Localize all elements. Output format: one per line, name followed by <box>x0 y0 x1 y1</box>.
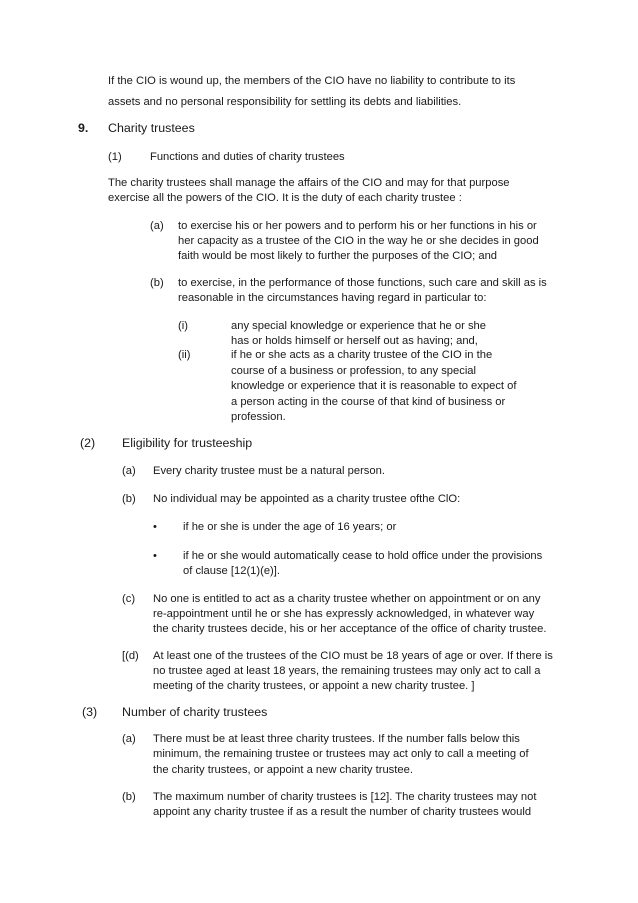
clause-line: re-appointment until he or she has expressly acknowledged, in whatever way <box>153 608 535 620</box>
clause-label: (a) <box>122 465 136 477</box>
clause-line: The maximum number of charity trustees is [12]. The charity trustees may not <box>153 791 537 803</box>
subclause-line: if he or she acts as a charity trustee of the CIO in the <box>231 349 493 361</box>
bullet-marker: • <box>153 521 157 533</box>
clause-line: to exercise, in the performance of those functions, such care and skill as is <box>178 277 547 289</box>
paragraph-line: exercise all the powers of the CIO. It is the duty of each charity trustee : <box>108 192 462 204</box>
clause-line: Every charity trustee must be a natural person. <box>153 465 385 477</box>
subclause-line: a person acting in the course of that kind of business or <box>231 396 506 408</box>
bullet-line: if he or she would automatically cease to hold office under the provisions <box>183 550 543 562</box>
clause-line: minimum, the remaining trustee or trustees may act only to call a meeting of <box>153 748 529 760</box>
section-number: 9. <box>78 121 89 135</box>
subclause-label: (i) <box>178 320 188 332</box>
clause-line: her capacity as a trustee of the CIO in the way he or she decides in good <box>178 235 539 247</box>
subsection-title: Functions and duties of charity trustees <box>150 151 345 163</box>
subclause-line: has or holds himself or herself out as having; and, <box>231 335 478 347</box>
subsection-number: (2) <box>80 436 96 450</box>
intro-line: If the CIO is wound up, the members of the CIO have no liability to contribute to its <box>108 75 516 87</box>
clause-label: (b) <box>122 791 136 803</box>
bullet-marker: • <box>153 550 157 562</box>
clause-line: At least one of the trustees of the CIO must be 18 years of age or over. If there is <box>153 650 553 662</box>
bullet-line: of clause [12(1)(e)]. <box>183 565 281 577</box>
clause-line: No one is entitled to act as a charity trustee whether on appointment or on any <box>153 593 541 605</box>
subsection-number: (3) <box>82 705 98 719</box>
clause-line: appoint any charity trustee if as a result the number of charity trustees would <box>153 806 532 818</box>
clause-label: (b) <box>122 493 136 505</box>
clause-label: [(d) <box>122 650 139 662</box>
clause-label: (c) <box>122 593 136 605</box>
subclause-line: profession. <box>231 411 286 423</box>
subsection-title: Number of charity trustees <box>122 705 268 719</box>
clause-line: the charity trustees decide, his or her acceptance of the office of charity trustee. <box>153 623 547 635</box>
clause-label: (a) <box>122 733 136 745</box>
intro-line: assets and no personal responsibility for settling its debts and liabilities. <box>108 96 462 108</box>
subsection-number: (1) <box>108 151 122 163</box>
clause-line: the charity trustees, or appoint a new charity trustee. <box>153 764 413 776</box>
section-title: Charity trustees <box>108 121 195 135</box>
subclause-line: knowledge or experience that it is reasonable to expect of <box>231 380 517 392</box>
clause-label: (a) <box>150 220 164 232</box>
clause-line: to exercise his or her powers and to perform his or her functions in his or <box>178 220 537 232</box>
paragraph-line: The charity trustees shall manage the affairs of the CIO and may for that purpose <box>108 177 510 189</box>
bullet-line: if he or she is under the age of 16 years; or <box>183 521 397 533</box>
subclause-label: (ii) <box>178 349 191 361</box>
clause-line: reasonable in the circumstances having regard in particular to: <box>178 292 487 304</box>
clause-line: meeting of the charity trustees, or appoint a new charity trustee. ] <box>153 680 475 692</box>
subsection-title: Eligibility for trusteeship <box>122 436 253 450</box>
clause-line: faith would be most likely to further the purposes of the CIO; and <box>178 250 498 262</box>
clause-line: There must be at least three charity trustees. If the number falls below this <box>153 733 520 745</box>
subclause-line: course of a business or profession, to any special <box>231 365 477 377</box>
clause-label: (b) <box>150 277 164 289</box>
subclause-line: any special knowledge or experience that he or she <box>231 320 486 332</box>
clause-line: No individual may be appointed as a charity trustee ofthe ClO: <box>153 493 461 505</box>
clause-line: no trustee aged at least 18 years, the remaining trustees may only act to call a <box>153 665 541 677</box>
